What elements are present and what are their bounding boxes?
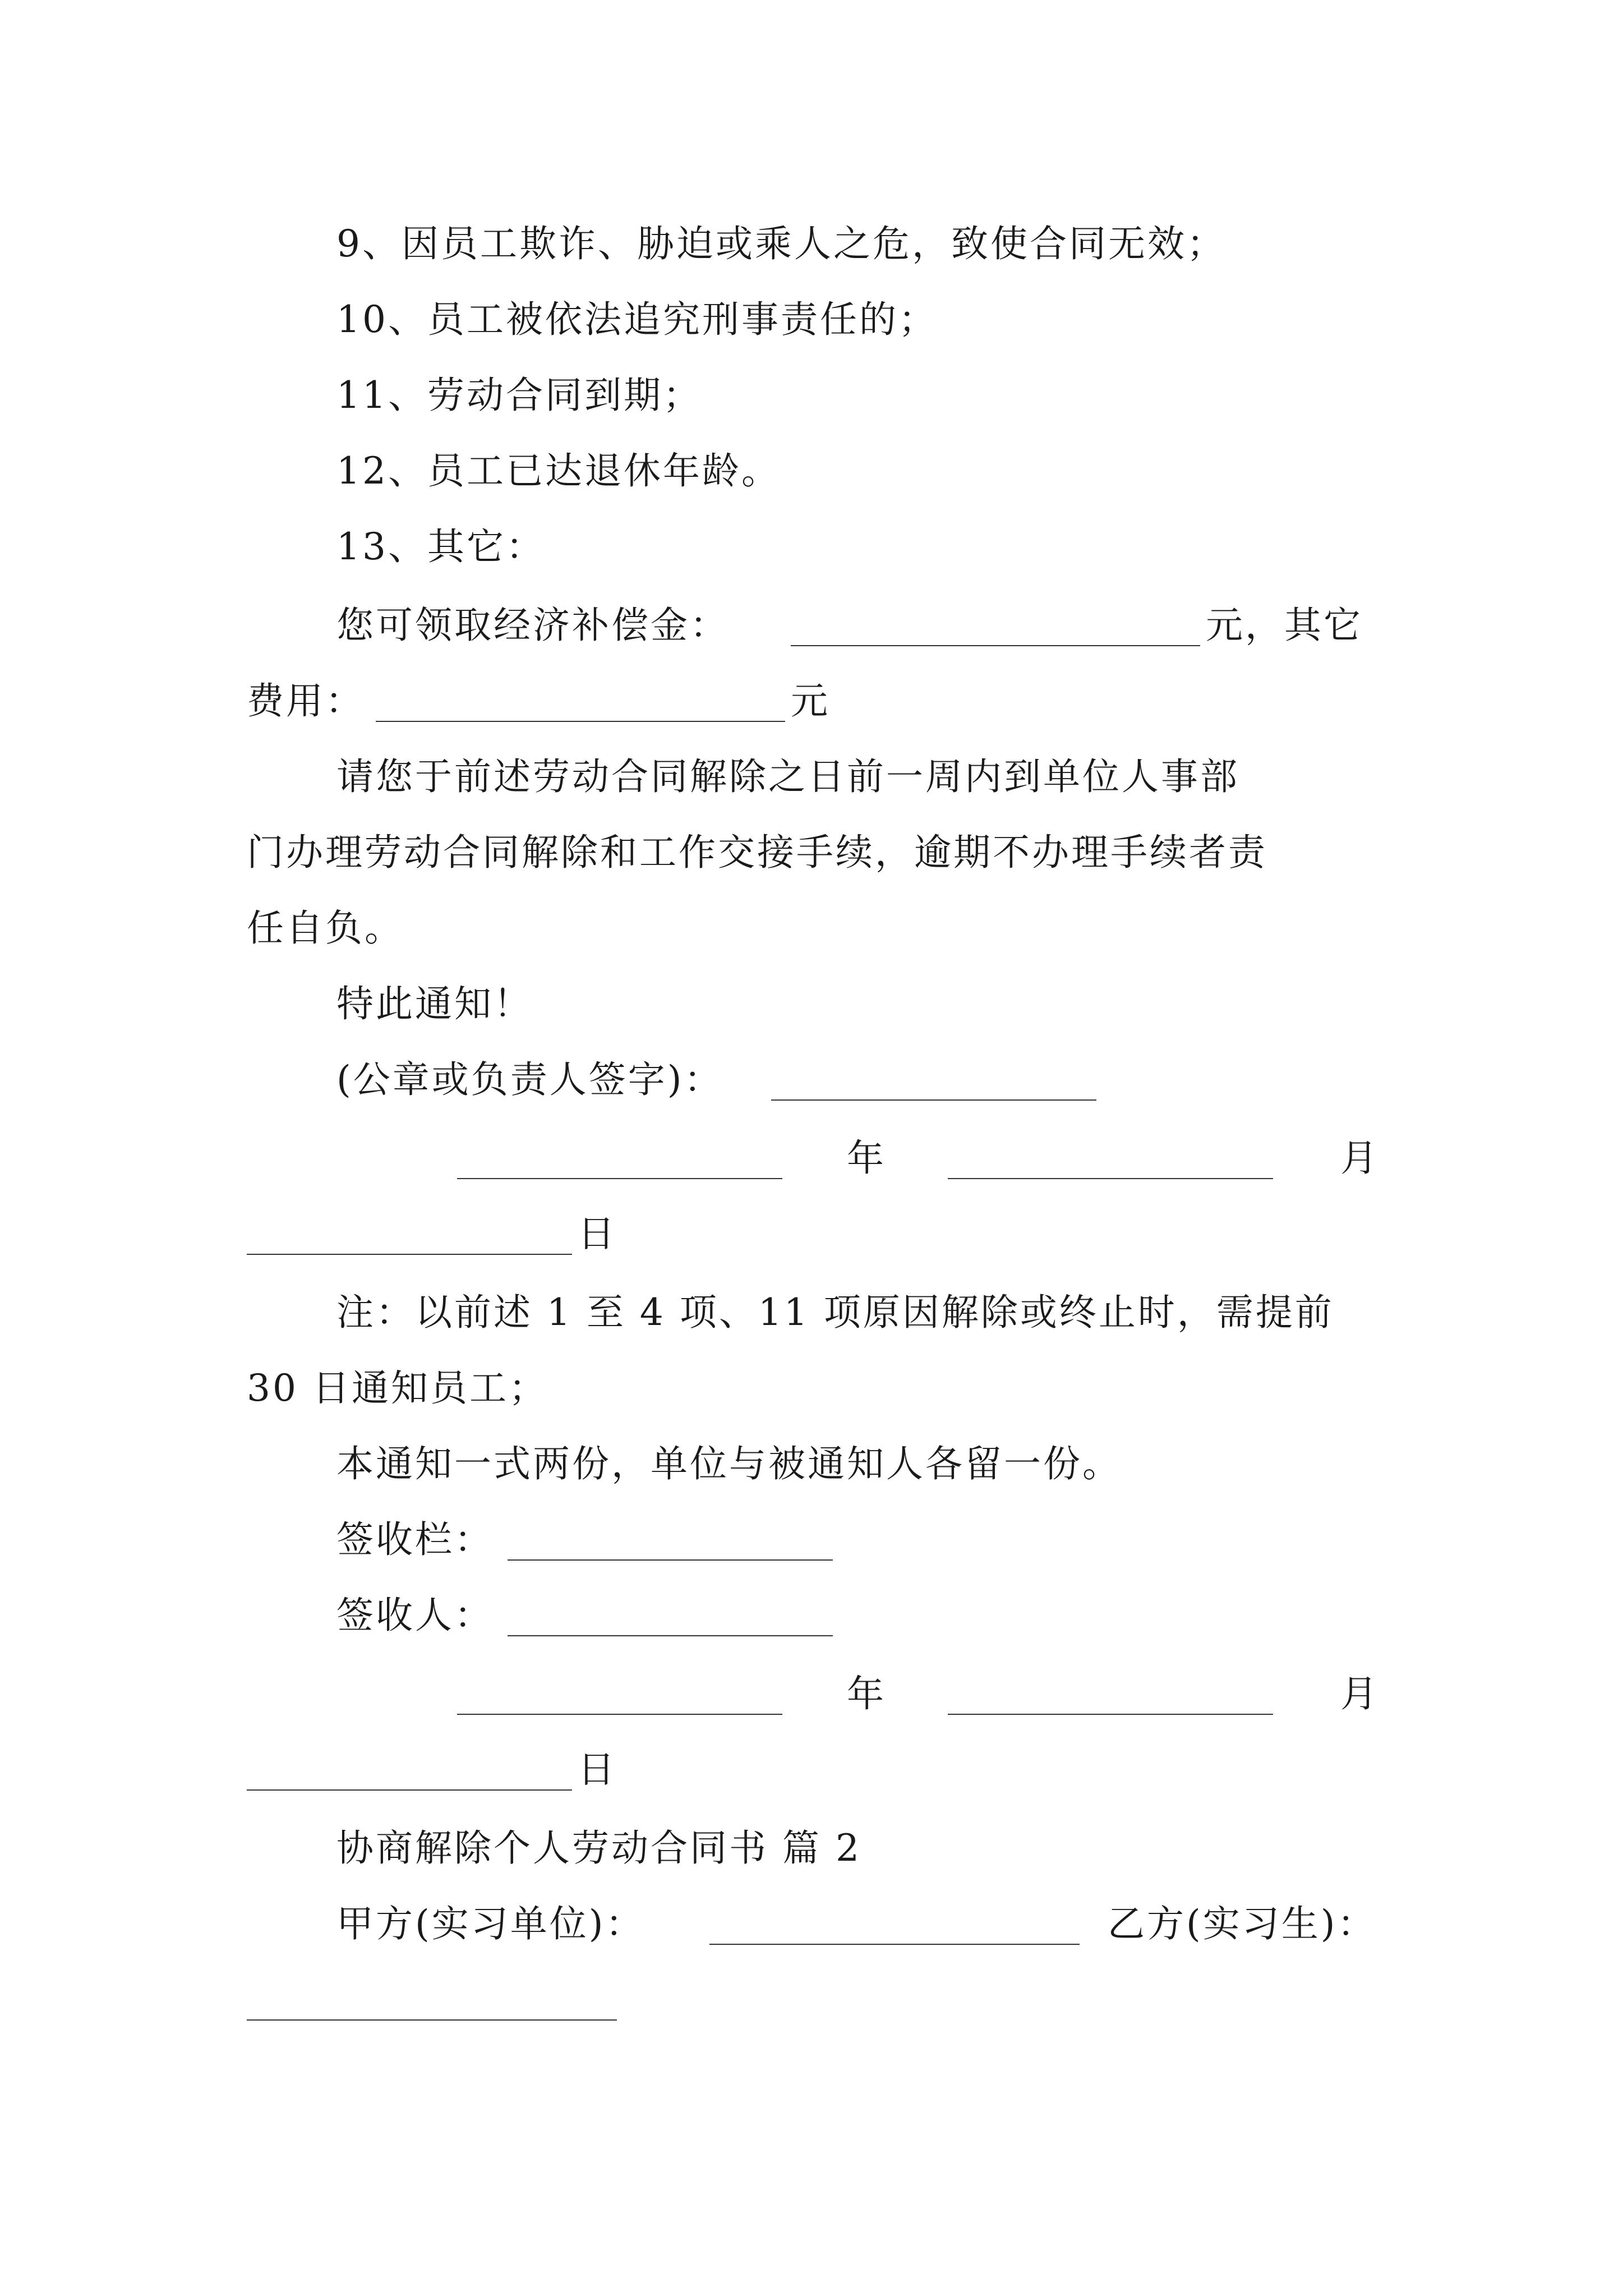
compensation-unit: 元，其它 (1206, 604, 1363, 647)
date-month-label-1: 月 (1340, 1137, 1380, 1180)
party-b-field[interactable] (247, 2019, 617, 2021)
date-year-field-1[interactable] (457, 1178, 782, 1179)
date-day-label-1: 日 (578, 1212, 617, 1255)
party-a-label: 甲方(实习单位)： (336, 1902, 645, 1945)
item-13: 13、其它： (336, 525, 545, 568)
other-fee-field[interactable] (376, 721, 785, 722)
date-month-field-2[interactable] (948, 1714, 1273, 1715)
seal-signature-field[interactable] (771, 1099, 1096, 1101)
procedure-line-2: 门办理劳动合同解除和工作交接手续，逾期不办理手续者责 (247, 831, 1267, 874)
receipt-column-label: 签收栏： (336, 1518, 494, 1561)
date-month-field-1[interactable] (948, 1178, 1273, 1179)
seal-label: (公章或负责人签字)： (336, 1058, 723, 1101)
item-10: 10、员工被依法追究刑事责任的； (336, 298, 938, 341)
date-month-label-2: 月 (1340, 1672, 1380, 1715)
compensation-amount-field[interactable] (791, 645, 1200, 646)
other-fee-label: 费用： (247, 679, 365, 723)
date-year-field-2[interactable] (457, 1714, 782, 1715)
receipt-column-field[interactable] (508, 1559, 833, 1561)
notice-text: 特此通知！ (336, 982, 533, 1025)
party-a-field[interactable] (709, 1944, 1080, 1945)
date-year-label-2: 年 (847, 1672, 886, 1715)
date-day-field-2[interactable] (247, 1789, 572, 1791)
item-9: 9、因员工欺诈、胁迫或乘人之危，致使合同无效； (336, 222, 1226, 265)
note-line-2: 30 日通知员工； (247, 1366, 548, 1410)
receipt-person-label: 签收人： (336, 1594, 494, 1637)
date-day-label-2: 日 (578, 1748, 617, 1791)
copies-text: 本通知一式两份，单位与被通知人各留一份。 (336, 1442, 1122, 1485)
note-line-1: 注：以前述 1 至 4 项、11 项原因解除或终止时，需提前 (336, 1291, 1334, 1334)
compensation-label: 您可领取经济补偿金： (336, 604, 729, 647)
item-11: 11、劳动合同到期； (336, 374, 702, 417)
item-12: 12、员工已达退休年龄。 (336, 449, 781, 493)
other-fee-unit: 元 (791, 679, 830, 723)
section-2-title: 协商解除个人劳动合同书 篇 2 (336, 1826, 861, 1870)
party-b-label: 乙方(实习生)： (1108, 1902, 1377, 1945)
receipt-person-field[interactable] (508, 1635, 833, 1636)
procedure-line-1: 请您于前述劳动合同解除之日前一周内到单位人事部 (336, 755, 1239, 798)
date-day-field-1[interactable] (247, 1254, 572, 1255)
procedure-line-3: 任自负。 (247, 907, 404, 950)
date-year-label-1: 年 (847, 1137, 886, 1180)
